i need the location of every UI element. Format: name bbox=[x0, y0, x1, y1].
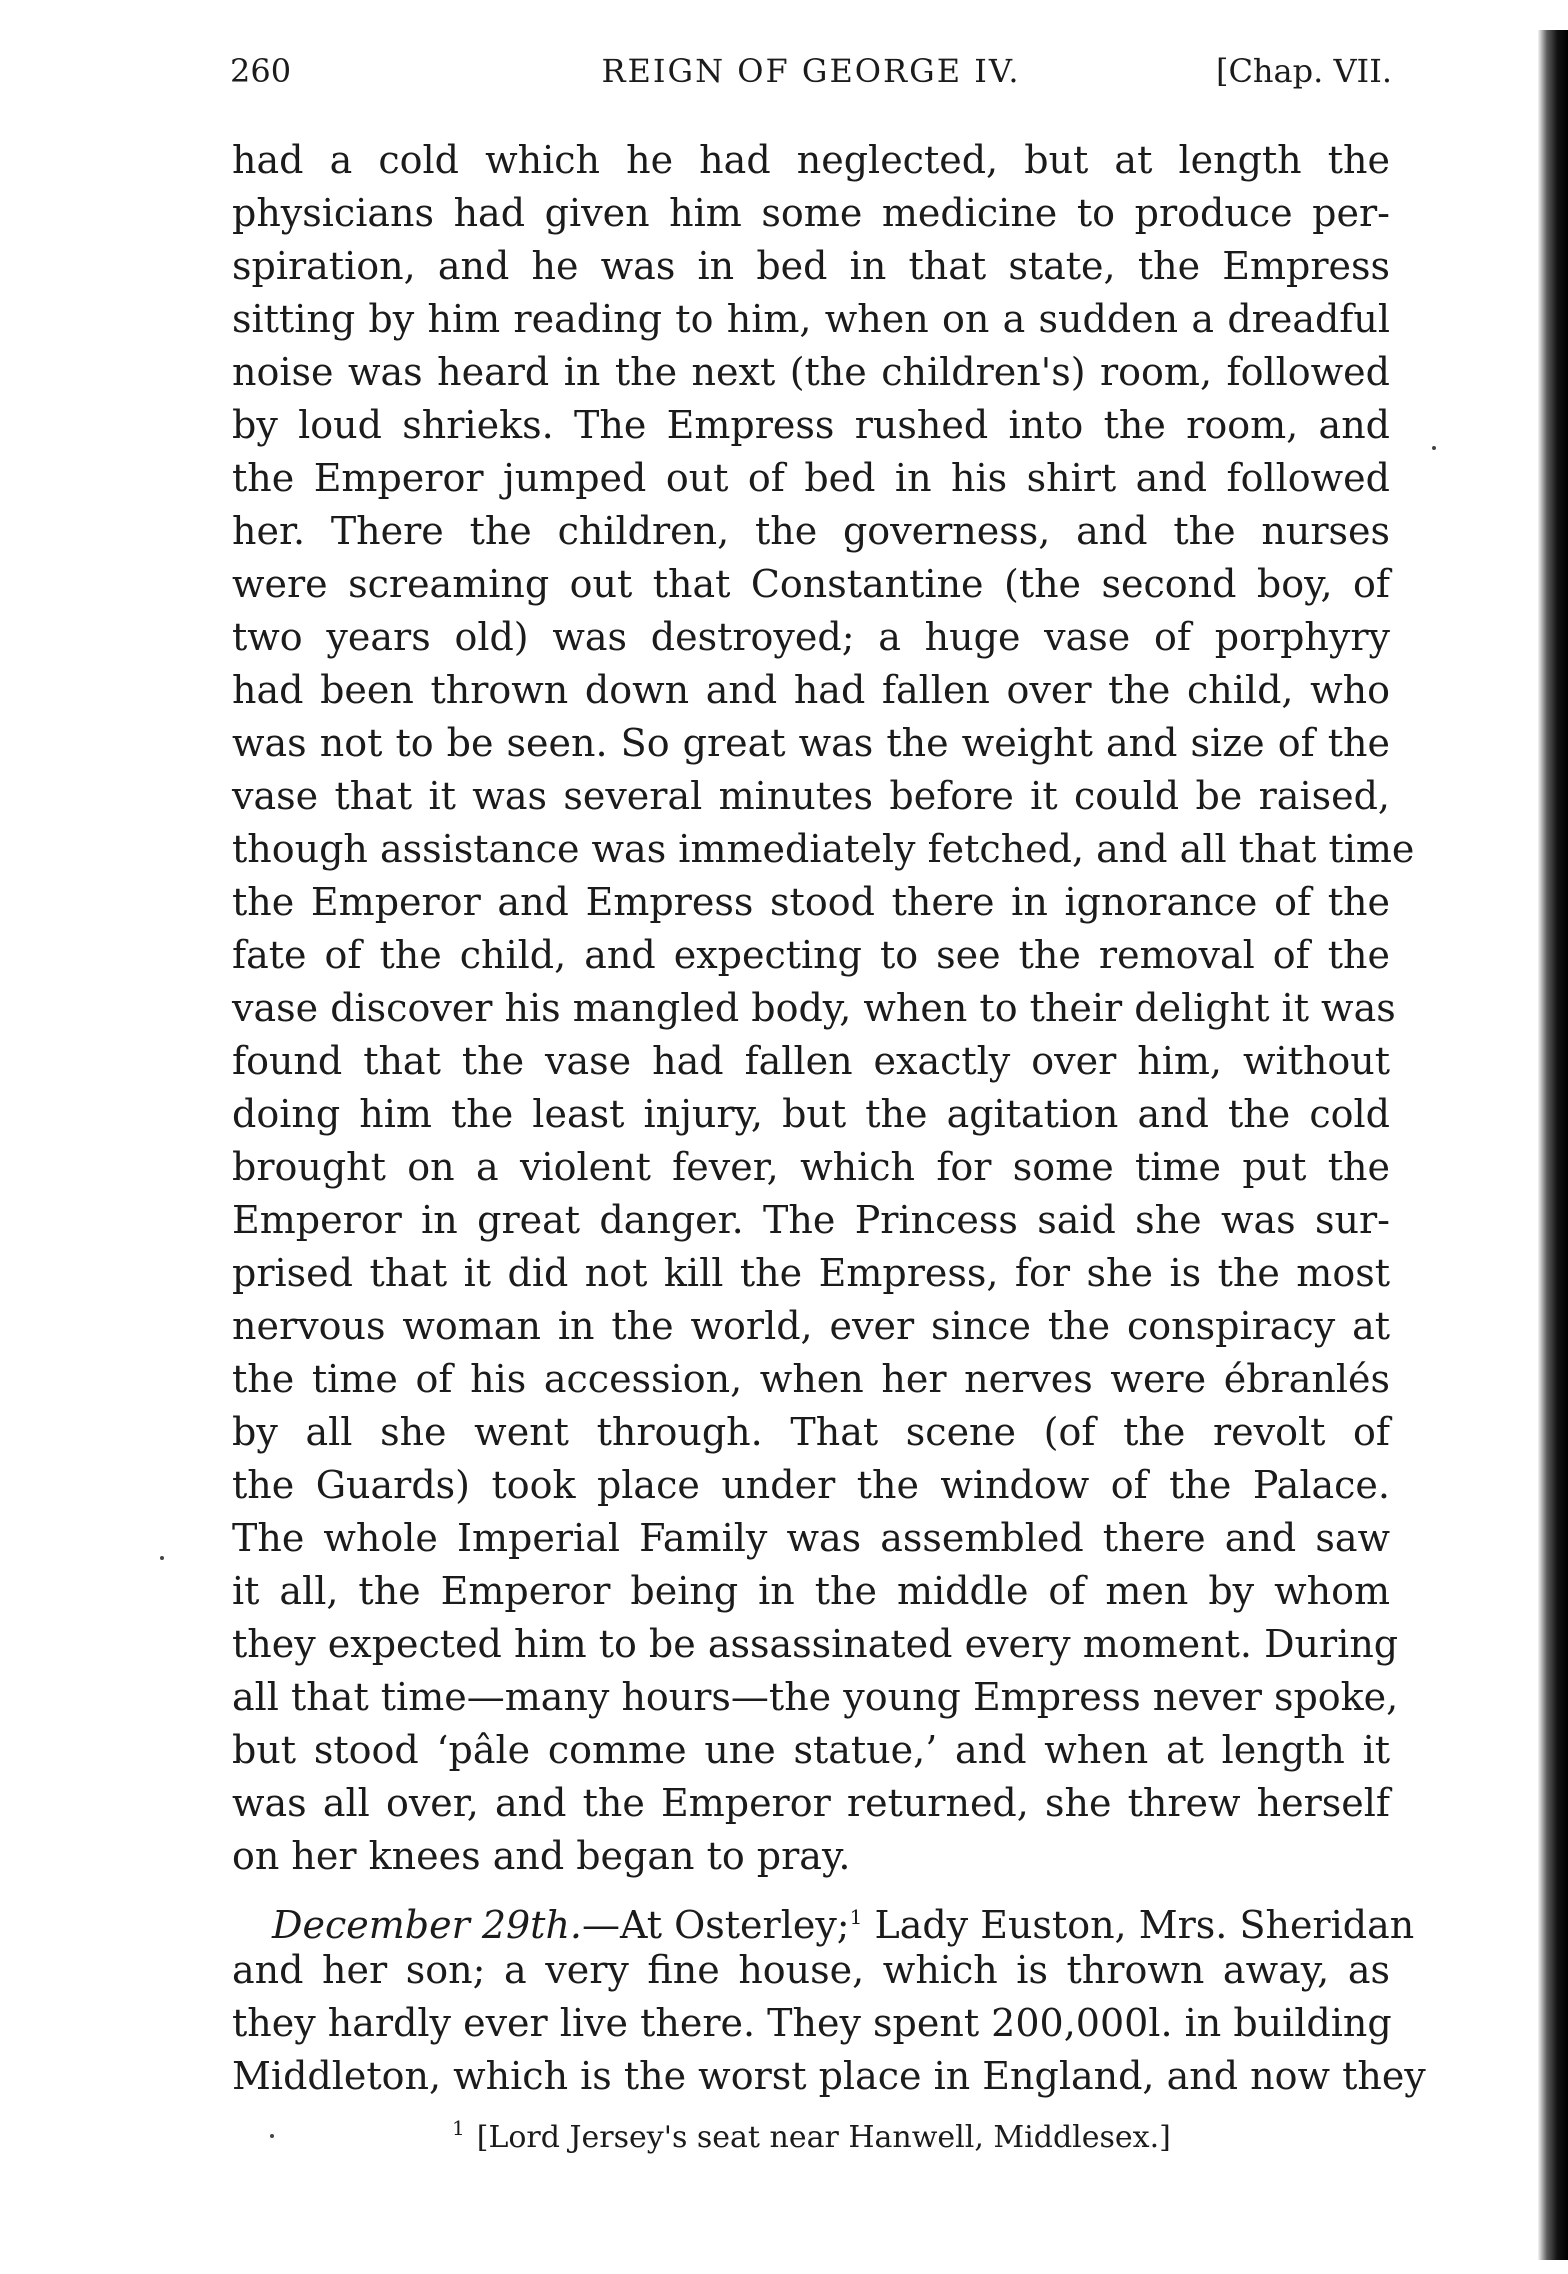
text-fragment: Lady Euston, Mrs. Sheridan bbox=[874, 1903, 1415, 1947]
binding-gutter bbox=[1538, 30, 1568, 2260]
text-line: vase discover his mangled body, when to their delight it was bbox=[232, 986, 1396, 1030]
text-line: physicians had given him some medicine to produce per- bbox=[232, 191, 1390, 235]
text-line: had a cold which he had neglected, but at length the bbox=[232, 138, 1390, 182]
diary-entry-first-line bbox=[232, 1891, 1415, 1947]
text-line: her. There the children, the governess, and the nurses bbox=[232, 509, 1390, 553]
text-line: the time of his accession, when her nerves were ébranlés bbox=[232, 1357, 1390, 1401]
text-line: on her knees and began to pray. bbox=[232, 1834, 851, 1878]
text-line: was all over, and the Emperor returned, she threw herself bbox=[232, 1781, 1390, 1825]
text-line: nervous woman in the world, ever since the conspiracy at bbox=[232, 1304, 1390, 1348]
page-number: 260 bbox=[230, 52, 292, 90]
scan-speck bbox=[160, 1556, 164, 1560]
text-line: noise was heard in the next (the children's) room, followed bbox=[232, 350, 1390, 394]
text-line: doing him the least injury, but the agitation and the cold bbox=[232, 1092, 1390, 1136]
text-fragment: —At Osterley; bbox=[582, 1903, 850, 1947]
text-line: and her son; a very fine house, which is thrown away, as bbox=[232, 1948, 1390, 1992]
text-line: sitting by him reading to him, when on a sudden a dreadful bbox=[232, 297, 1390, 341]
footnote-reference: 1 bbox=[849, 1905, 863, 1929]
text-line: fate of the child, and expecting to see the removal of the bbox=[232, 933, 1390, 977]
text-line: prised that it did not kill the Empress, for she is the most bbox=[232, 1251, 1390, 1295]
text-line: two years old) was destroyed; a huge vase of porphyry bbox=[232, 615, 1390, 659]
text-line: the Guards) took place under the window of the Palace. bbox=[232, 1463, 1390, 1507]
paragraph-gap bbox=[232, 1883, 1390, 1891]
scan-speck bbox=[270, 2134, 274, 2138]
text-line: spiration, and he was in bed in that state, the Empress bbox=[232, 244, 1390, 288]
text-line: had been thrown down and had fallen over the child, who bbox=[232, 668, 1390, 712]
text-line: were screaming out that Constantine (the second boy, of bbox=[232, 562, 1390, 606]
text-line: found that the vase had fallen exactly over him, without bbox=[232, 1039, 1390, 1083]
text-line: brought on a violent fever, which for some time put the bbox=[232, 1145, 1390, 1189]
text-line: Middleton, which is the worst place in England, and now they bbox=[232, 2054, 1426, 2098]
text-line: by loud shrieks. The Empress rushed into the room, and bbox=[232, 403, 1390, 447]
text-line: was not to be seen. So great was the weight and size of the bbox=[232, 721, 1390, 765]
running-title: REIGN OF GEORGE IV. bbox=[601, 52, 1021, 90]
text-line: they hardly ever live there. They spent 200,000l. in building bbox=[232, 2001, 1392, 2045]
text-line: it all, the Emperor being in the middle of men by whom bbox=[232, 1569, 1390, 1613]
text-line: but stood ‘pâle comme une statue,’ and when at length it bbox=[232, 1728, 1390, 1772]
text-line: The whole Imperial Family was assembled there and saw bbox=[232, 1516, 1390, 1560]
text-line: they expected him to be assassinated every moment. During bbox=[232, 1622, 1399, 1666]
running-header bbox=[230, 52, 1392, 104]
text-line: all that time—many hours—the young Empress never spoke, bbox=[232, 1675, 1399, 1719]
entry-date: December 29th. bbox=[272, 1903, 582, 1947]
text-line: Emperor in great danger. The Princess said she was sur- bbox=[232, 1198, 1390, 1242]
text-line: though assistance was immediately fetched, and all that time bbox=[232, 827, 1415, 871]
scan-speck bbox=[1432, 446, 1436, 450]
footnote-text: [Lord Jersey's seat near Hanwell, Middlesex.] bbox=[476, 2120, 1171, 2155]
main-text bbox=[232, 134, 1426, 2103]
text-line: vase that it was several minutes before it could be raised, bbox=[232, 774, 1390, 818]
text-line: the Emperor jumped out of bed in his shirt and followed bbox=[232, 456, 1390, 500]
text-line: by all she went through. That scene (of the revolt of bbox=[232, 1410, 1390, 1454]
footnote bbox=[452, 2116, 1171, 2155]
chapter-label: [Chap. VII. bbox=[1215, 52, 1392, 90]
text-line: the Emperor and Empress stood there in ignorance of the bbox=[232, 880, 1390, 924]
footnote-marker: 1 bbox=[452, 2116, 465, 2140]
